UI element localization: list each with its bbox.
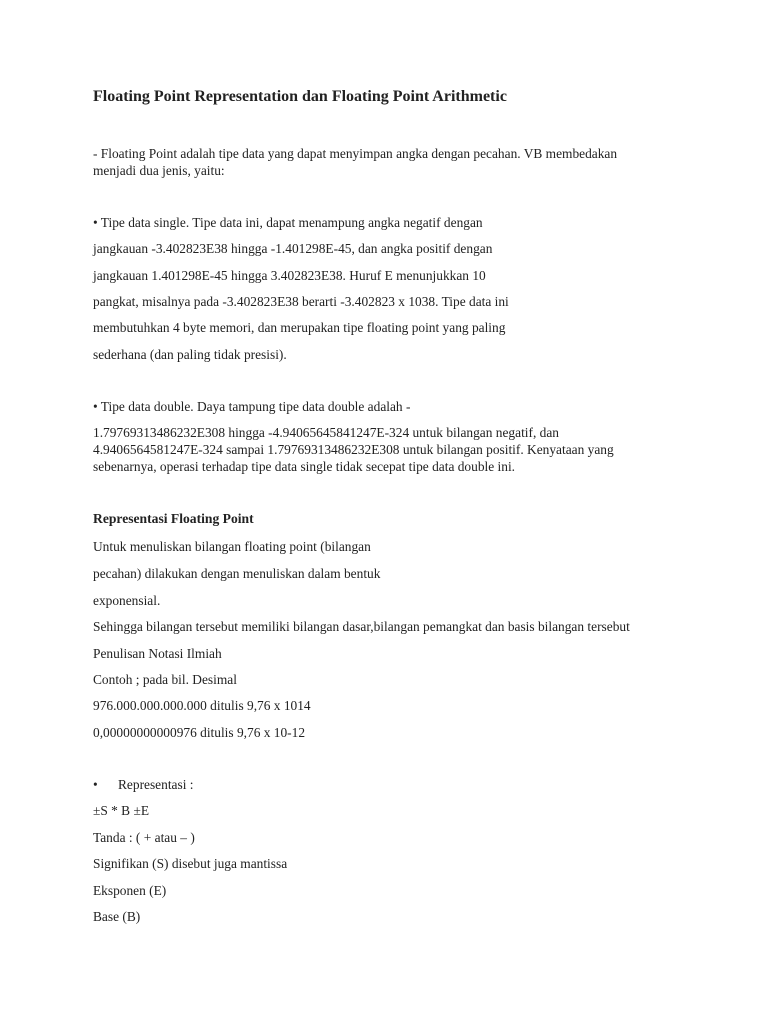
bullet-marker: •: [93, 777, 98, 792]
body-line-4: Sehingga bilangan tersebut memiliki bilangan dasar,bilangan pemangkat dan basis bilangan tersebut: [93, 619, 630, 634]
document-title: Floating Point Representation dan Floating Point Arithmetic: [93, 88, 507, 105]
body-line-3: exponensial.: [93, 593, 161, 608]
single-line-5: membutuhkan 4 byte memori, dan merupakan tipe floating point yang paling: [93, 320, 506, 335]
single-line-2: jangkauan -3.402823E38 hingga -1.401298E-45, dan angka positif dengan: [93, 241, 493, 256]
double-line-4: sebenarnya, operasi terhadap tipe data single tidak secepat tipe data double ini.: [93, 459, 516, 474]
body-line-8: 0,00000000000976 ditulis 9,76 x 10-12: [93, 725, 306, 740]
formula-line-4: Eksponen (E): [93, 883, 167, 898]
body-line-6: Contoh ; pada bil. Desimal: [93, 672, 237, 687]
single-line-1: • Tipe data single. Tipe data ini, dapat menampung angka negatif dengan: [93, 215, 483, 230]
formula-line-5: Base (B): [93, 909, 141, 924]
intro-line-2: menjadi dua jenis, yaitu:: [93, 163, 225, 178]
body-line-2: pecahan) dilakukan dengan menuliskan dalam bentuk: [93, 566, 381, 581]
single-line-6: sederhana (dan paling tidak presisi).: [93, 347, 287, 362]
double-line-2: 1.79769313486232E308 hingga -4.94065645841247E-324 untuk bilangan negatif, dan: [93, 425, 560, 440]
body-line-7: 976.000.000.000.000 ditulis 9,76 x 1014: [93, 698, 311, 713]
single-line-3: jangkauan 1.401298E-45 hingga 3.402823E38. Huruf E menunjukkan 10: [93, 268, 486, 283]
formula-line-2: Tanda : ( + atau – ): [93, 830, 195, 845]
formula-line-1: ±S * B ±E: [93, 803, 149, 818]
body-line-5: Penulisan Notasi Ilmiah: [93, 646, 222, 661]
body-line-1: Untuk menuliskan bilangan floating point (bilangan: [93, 539, 371, 554]
formula-line-3: Signifikan (S) disebut juga mantissa: [93, 856, 288, 871]
representasi-label: Representasi :: [118, 777, 194, 792]
representasi-item: [93, 777, 194, 793]
double-line-3: 4.9406564581247E-324 sampai 1.79769313486232E308 untuk bilangan positif. Kenyataan yang: [93, 442, 614, 457]
double-line-1: • Tipe data double. Daya tampung tipe data double adalah -: [93, 399, 411, 414]
section-heading: Representasi Floating Point: [93, 511, 254, 526]
intro-line-1: - Floating Point adalah tipe data yang dapat menyimpan angka dengan pecahan. VB membedakan: [93, 146, 618, 161]
single-line-4: pangkat, misalnya pada -3.402823E38 berarti -3.402823 x 1038. Tipe data ini: [93, 294, 509, 309]
